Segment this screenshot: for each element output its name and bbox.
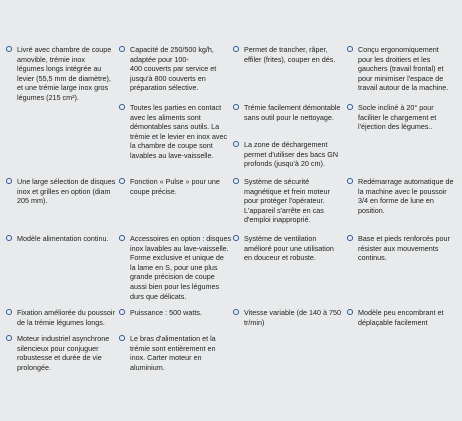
feature-item bbox=[119, 177, 220, 196]
feature-text-line: la lame en S, pour une plus bbox=[130, 262, 218, 272]
bullet-icon bbox=[347, 46, 353, 52]
feature-text-line: durs que délicats. bbox=[130, 291, 187, 301]
feature-text-line: inox. Carter moteur en bbox=[130, 353, 202, 363]
feature-text-line: silencieux pour conjuguer bbox=[17, 343, 99, 353]
feature-text-line: levier (55,5 mm de diamètre), bbox=[17, 73, 111, 83]
bullet-icon bbox=[347, 178, 353, 184]
feature-text-line: résister aux mouvements bbox=[358, 243, 439, 253]
feature-text-line: la machine avec le poussoir bbox=[358, 186, 447, 196]
feature-item bbox=[6, 234, 109, 244]
feature-text-line: position. bbox=[358, 205, 385, 215]
bullet-icon bbox=[347, 309, 353, 315]
bullet-icon bbox=[233, 178, 239, 184]
feature-text-line: coupe précise. bbox=[130, 186, 177, 196]
feature-text-line: Accessoires en option : disques bbox=[130, 234, 232, 243]
feature-text-line: Le bras d'alimentation et la bbox=[130, 334, 216, 343]
feature-text-line: Modèle alimentation continu. bbox=[17, 234, 109, 243]
feature-text-line: robustesse et durée de vie bbox=[17, 353, 102, 363]
feature-text-line: pour minimiser l'espace de bbox=[358, 73, 444, 83]
feature-text-line: préparation sélective. bbox=[130, 83, 199, 93]
bullet-icon bbox=[119, 335, 125, 341]
bullet-icon bbox=[233, 104, 239, 110]
feature-text-line: avec les aliments sont bbox=[130, 112, 201, 122]
feature-text-line: Toutes les parties en contact bbox=[130, 103, 222, 112]
bullet-icon bbox=[6, 235, 12, 241]
bullet-icon bbox=[119, 309, 125, 315]
feature-text-line: magnétique et frein moteur bbox=[244, 186, 330, 196]
feature-text-line: Vitesse variable (de 140 à 750 bbox=[244, 308, 341, 317]
feature-item bbox=[119, 308, 202, 318]
feature-text-line: Forme exclusive et unique de bbox=[130, 253, 224, 263]
feature-text-line: Livré avec chambre de coupe bbox=[17, 45, 112, 54]
feature-text-line: légumes longs intégrée au bbox=[17, 64, 102, 74]
feature-text-line: gauchers (travail frontal) et bbox=[358, 64, 444, 74]
feature-text-line: trémie et le levier en inox avec bbox=[130, 131, 228, 141]
bullet-icon bbox=[119, 178, 125, 184]
feature-text-line: Une large sélection de disques bbox=[17, 177, 116, 186]
feature-item bbox=[347, 308, 444, 327]
feature-text-line: pour les droitiers et les bbox=[358, 54, 431, 64]
feature-text-line: prolongée. bbox=[17, 362, 51, 372]
feature-text-line: trémie sont entièrement en bbox=[130, 343, 216, 353]
feature-text-line: Système de sécurité bbox=[244, 177, 310, 186]
feature-text-line: légumes (215 cm²). bbox=[17, 92, 79, 102]
feature-text-line: de la trémie légumes longs. bbox=[17, 317, 105, 327]
feature-text-line: en douceur et robuste. bbox=[244, 253, 316, 263]
bullet-icon bbox=[233, 235, 239, 241]
feature-text-line: pour protéger l'opérateur. bbox=[244, 196, 325, 206]
feature-text-line: Socle incliné à 20° pour bbox=[358, 103, 434, 112]
bullet-icon bbox=[233, 46, 239, 52]
feature-item bbox=[119, 234, 231, 301]
feature-text-line: amélioré pour une utilisation bbox=[244, 243, 334, 253]
feature-text-line: l'éjection des légumes.. bbox=[358, 122, 433, 132]
feature-text-line: sans outil pour le nettoyage. bbox=[244, 112, 334, 122]
feature-item bbox=[347, 103, 436, 132]
feature-text-line: adaptée pour 100- bbox=[130, 54, 189, 64]
feature-item bbox=[233, 177, 330, 225]
feature-text-line: 400 couverts par service et bbox=[130, 64, 217, 74]
feature-text-line: amovible, trémie inox bbox=[17, 54, 85, 64]
feature-text-line: La zone de déchargement bbox=[244, 140, 328, 149]
feature-item bbox=[233, 45, 335, 64]
feature-text-line: tr/min) bbox=[244, 317, 265, 327]
bullet-icon bbox=[347, 235, 353, 241]
feature-text-line: Capacité de 250/500 kg/h, bbox=[130, 45, 214, 54]
feature-item bbox=[6, 177, 115, 206]
feature-item bbox=[233, 308, 341, 327]
feature-text-line: démontables sans outils. La bbox=[130, 122, 220, 132]
feature-text-line: la chambre de coupe sont bbox=[130, 141, 213, 151]
feature-text-line: Système de ventilation bbox=[244, 234, 317, 243]
feature-item bbox=[119, 45, 216, 93]
bullet-icon bbox=[6, 309, 12, 315]
feature-item bbox=[119, 103, 227, 161]
bullet-icon bbox=[6, 178, 12, 184]
feature-text-line: L'appareil s'arrête en cas bbox=[244, 205, 324, 215]
bullet-icon bbox=[6, 46, 12, 52]
feature-text-line: Trémie facilement démontable bbox=[244, 103, 341, 112]
feature-text-line: et une trémie large inox gros bbox=[17, 83, 109, 93]
bullet-icon bbox=[233, 141, 239, 147]
feature-text-line: grande précision de coupe bbox=[130, 272, 215, 282]
feature-item bbox=[6, 45, 111, 103]
bullet-icon bbox=[233, 309, 239, 315]
feature-text-line: aluminium. bbox=[130, 362, 165, 372]
bullet-icon bbox=[347, 104, 353, 110]
feature-item bbox=[233, 234, 334, 263]
feature-text-line: Base et pieds renforcés pour bbox=[358, 234, 450, 243]
feature-text-line: Modèle peu encombrant et bbox=[358, 308, 444, 317]
feature-item bbox=[347, 177, 454, 215]
feature-item bbox=[119, 334, 216, 372]
feature-text-line: permet d'utiliser des bacs GN bbox=[244, 149, 339, 159]
feature-text-line: aussi bien pour les légumes bbox=[130, 281, 220, 291]
feature-text-line: Permet de trancher, râper, bbox=[244, 45, 328, 54]
bullet-icon bbox=[119, 104, 125, 110]
feature-text-line: 3/4 en forme de lune en bbox=[358, 196, 434, 206]
bullet-icon bbox=[119, 46, 125, 52]
feature-item bbox=[6, 334, 109, 372]
feature-text-line: Fixation améliorée du poussoir bbox=[17, 308, 115, 317]
feature-item bbox=[347, 45, 448, 93]
feature-item bbox=[347, 234, 450, 263]
feature-text-line: travail autour de la machine. bbox=[358, 83, 449, 93]
feature-text-line: inox lavables au lave-vaisselle. bbox=[130, 243, 229, 253]
feature-text-line: 205 mm). bbox=[17, 196, 48, 206]
feature-item bbox=[233, 140, 338, 169]
feature-text-line: faciliter le chargement et bbox=[358, 112, 437, 122]
feature-text-line: continus. bbox=[358, 253, 387, 263]
feature-item bbox=[6, 308, 115, 327]
feature-text-line: inox et grilles en option (diam bbox=[17, 186, 111, 196]
feature-item bbox=[233, 103, 340, 122]
feature-text-line: Redémarrage automatique de bbox=[358, 177, 454, 186]
bullet-icon bbox=[6, 335, 12, 341]
feature-text-line: déplaçable facilement bbox=[358, 317, 428, 327]
feature-text-line: Puissance : 500 watts. bbox=[130, 308, 202, 317]
feature-text-line: d'emploi inapproprié. bbox=[244, 215, 311, 225]
feature-text-line: Moteur industriel asynchrone bbox=[17, 334, 110, 343]
bullet-icon bbox=[119, 235, 125, 241]
feature-text-line: profonds (jusqu'à 20 cm). bbox=[244, 159, 325, 169]
feature-text-line: lavables au lave-vaisselle. bbox=[130, 150, 214, 160]
feature-text-line: Fonction « Pulse » pour une bbox=[130, 177, 220, 186]
feature-text-line: Conçu ergonomiquement bbox=[358, 45, 439, 54]
feature-text-line: jusqu'à 800 couverts en bbox=[130, 73, 206, 83]
feature-text-line: effiler (frites), couper en dés. bbox=[244, 54, 336, 64]
